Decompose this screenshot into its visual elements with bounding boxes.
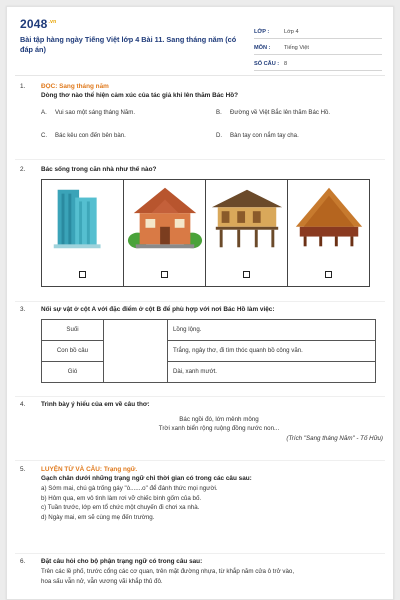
divider xyxy=(15,301,385,302)
house-options xyxy=(41,179,370,287)
divider xyxy=(15,159,385,160)
house-option-stilt-wood xyxy=(206,180,288,286)
list-item: Trên các lề phố, trước cổng các cơ quan, trên mặt đường nhựa, từ khắp năm cửa ô trở vào, xyxy=(41,567,295,575)
checkbox-icon[interactable] xyxy=(325,271,332,278)
column-b-cell[interactable]: Dài, xanh mướt. xyxy=(168,362,376,383)
question-text: Bác sống trong căn nhà như thế nào? xyxy=(41,166,157,173)
question-text: Trình bày ý hiểu của em về câu thơ: xyxy=(41,401,150,408)
column-a-cell[interactable]: Con bồ câu xyxy=(42,341,104,362)
info-row-class: LỚP : Lớp 4 xyxy=(254,23,382,39)
checkbox-icon[interactable] xyxy=(243,271,250,278)
list-item[interactable]: d) Ngày mai, em sẽ cùng mẹ đến trường. xyxy=(41,513,155,521)
table-row xyxy=(42,320,376,341)
checkbox-icon[interactable] xyxy=(161,271,168,278)
question-text: Gạch chân dưới những trạng ngữ chỉ thời gian có trong các câu sau: xyxy=(41,474,252,482)
poem: Bác ngồi đó, lớn mênh mông Trời xanh biển rộng ruộng đồng nước non... xyxy=(158,415,280,433)
divider xyxy=(15,75,385,76)
house-option-villa xyxy=(124,180,206,286)
thatched-house-icon xyxy=(290,183,368,255)
column-b-cell[interactable]: Lồng lộng. xyxy=(168,320,376,341)
table-row xyxy=(42,362,376,383)
table-row xyxy=(42,341,376,362)
section-heading: ĐỌC: Sang tháng năm xyxy=(41,83,109,90)
question-text: Dòng thơ nào thể hiện cảm xúc của tác giả khi lên thăm Bác Hồ? xyxy=(41,91,239,99)
matching-table xyxy=(41,319,376,383)
site-logo[interactable]: $2048^{.vn}$ xyxy=(20,17,57,31)
sentence-list xyxy=(41,567,383,586)
worksheet-header xyxy=(20,17,380,72)
apartment-building-icon xyxy=(44,183,122,255)
house-option-apartment xyxy=(42,180,124,286)
option-a[interactable]: A. Vui sao một sáng tháng Năm. xyxy=(41,108,136,116)
column-a-cell[interactable]: Gió xyxy=(42,362,104,383)
info-row-subject: MÔN : Tiếng Việt xyxy=(254,39,382,55)
options xyxy=(41,109,383,149)
poem-citation: (Trích "Sang tháng Năm" - Tố Hữu) xyxy=(286,434,383,442)
option-d[interactable]: D. Bàn tay con nắm tay cha. xyxy=(216,131,299,139)
divider xyxy=(15,460,385,461)
question-text: Đặt câu hỏi cho bộ phận trạng ngữ có trong câu sau: xyxy=(41,558,203,565)
divider xyxy=(15,553,385,554)
info-row-count: SỐ CÂU : 8 xyxy=(254,55,382,71)
worksheet: $2048^{.vn}$ Bài tập hàng ngày Tiếng Việt lớp 4 Bài 11. Sang tháng năm (có đáp án) LỚP : Lớp 4 MÔN : Tiếng Việt SỐ CÂU : 8 1. ĐỌC: Sang tháng năm Dòng thơ nào thể hiện cảm xúc của tác giả khi lên thăm Bác Hồ? A. Vui sao một sáng tháng Năm. B. Đường về Việt Bắc lên thăm Bác Hồ. C. Bác kêu con đến bên bàn. D. Bàn tay con nắm tay cha. 2. Bác sống trong căn nhà như thế nào? 3. Nối sự vật ở cột A với đặc điểm ở cột B để phù hợp với nơi Bác Hồ làm việc: Suối Lồng lộng. Con bồ câu Trắng, ngây thơ, đi tìm thóc quanh bồ công văn. Gió Dài, xanh mướt. 4. Trình bày ý hiểu của em về câu thơ: Bác ngồi đó, lớn mênh mông Trời xanh biển rộng ruộng đồng nước non... (Trích "Sang tháng Năm" - Tố Hữu) 5. LUYỆN TỪ VÀ CÂU: Trạng ngữ. Gạch chân dưới những trạng ngữ chỉ thời gian có trong các câu sau: a) Sớm mai, chú gà trống gáy "ò.......o" để đánh thức mọi người. b) Hôm qua, em vô tình làm rơi vỡ chiếc bình gốm của bố. c) Tuần trước, lớp em tổ chức một chuyến đi chơi xa nhà. d) Ngày mai, em sẽ cùng mẹ đến trường. 6. Đặt câu hỏi cho bộ phận trạng ngữ có trong câu sau: Trên các lề phố, trước cổng các cơ quan, trên mặt đường nhựa, từ khắp năm cửa ô trở vào, hoa sấu vẫn nở, vẫn vương vãi khắp thủ đô. xyxy=(6,6,394,600)
list-item[interactable]: a) Sớm mai, chú gà trống gáy "ò.......o" để đánh thức mọi người. xyxy=(41,484,218,492)
option-c[interactable]: C. Bác kêu con đến bên bàn. xyxy=(41,131,126,139)
stilt-house-icon xyxy=(208,183,286,255)
question-text: Nối sự vật ở cột A với đặc điểm ở cột B để phù hợp với nơi Bác Hồ làm việc: xyxy=(41,306,275,313)
column-b-cell[interactable]: Trắng, ngây thơ, đi tìm thóc quanh bồ công văn. xyxy=(168,341,376,362)
info-box xyxy=(254,23,382,71)
matching-space[interactable] xyxy=(104,320,168,383)
house-option-communal xyxy=(288,180,369,286)
option-b[interactable]: B. Đường về Việt Bắc lên thăm Bác Hồ. xyxy=(216,108,331,116)
sentence-list xyxy=(41,484,383,522)
list-item: hoa sấu vẫn nở, vẫn vương vãi khắp thủ đô. xyxy=(41,577,163,585)
section-heading: LUYỆN TỪ VÀ CÂU: Trạng ngữ. xyxy=(41,466,138,473)
list-item[interactable]: b) Hôm qua, em vô tình làm rơi vỡ chiếc bình gốm của bố. xyxy=(41,494,202,502)
brick-house-icon xyxy=(126,183,204,255)
page-title: Bài tập hàng ngày Tiếng Việt lớp 4 Bài 11. Sang tháng năm (có đáp án) xyxy=(20,35,237,54)
divider xyxy=(15,396,385,397)
checkbox-icon[interactable] xyxy=(79,271,86,278)
column-a-cell[interactable]: Suối xyxy=(42,320,104,341)
list-item[interactable]: c) Tuần trước, lớp em tổ chức một chuyến đi chơi xa nhà. xyxy=(41,504,200,512)
